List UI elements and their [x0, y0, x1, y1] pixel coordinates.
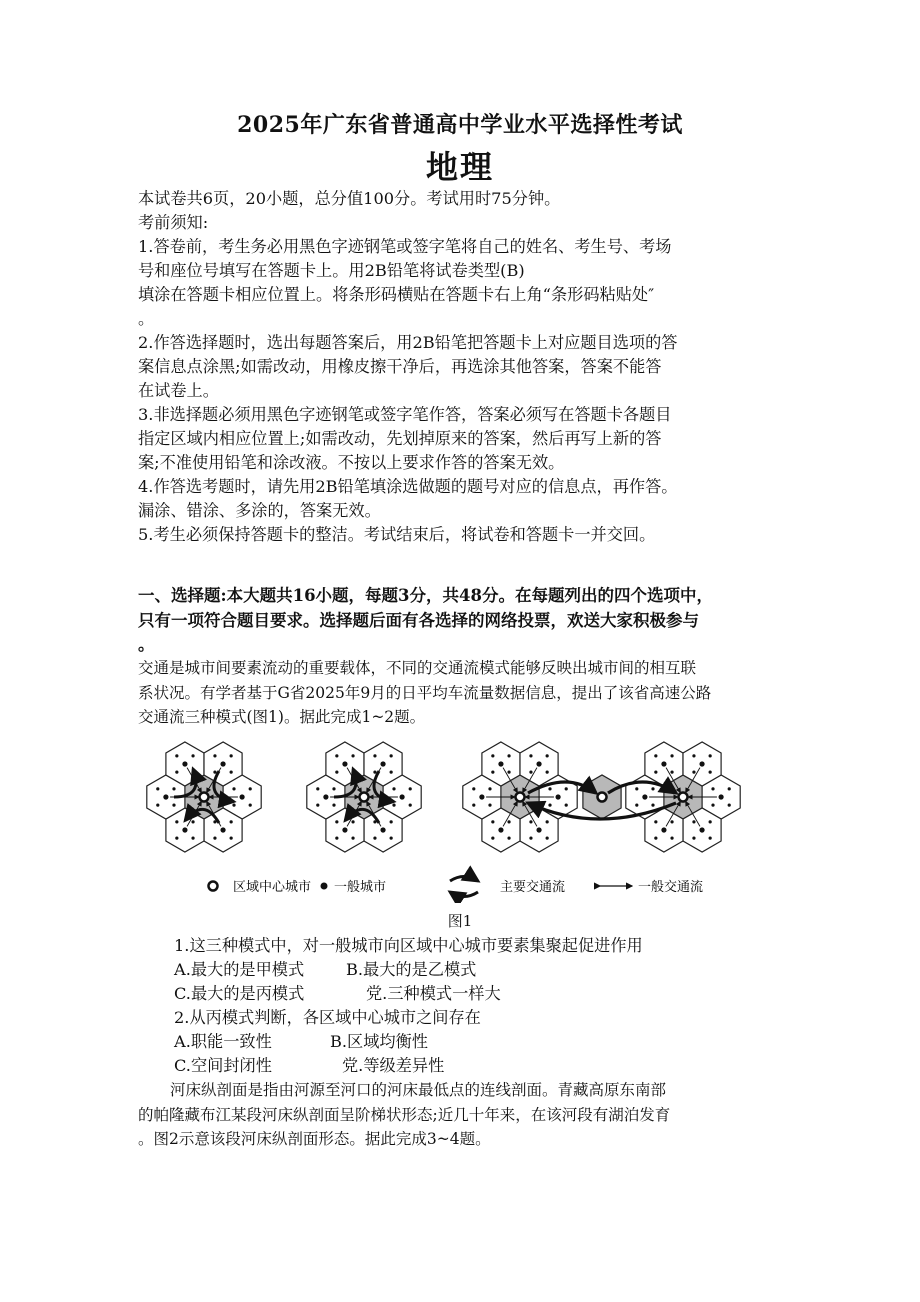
- general-city-dot: [351, 837, 354, 840]
- general-city-dot: [507, 837, 510, 840]
- legend-center-label: 区域中心城市: [233, 880, 312, 895]
- general-city-dot: [692, 754, 695, 757]
- option-row: [138, 982, 783, 1006]
- exam-title: 2025年广东省普通高中学业水平选择性考试: [237, 112, 683, 138]
- general-city-dot: [546, 820, 549, 823]
- general-city-dot: [529, 754, 532, 757]
- option-row: [138, 958, 783, 982]
- instruction-line: 在试卷上。: [138, 381, 219, 400]
- option-b: B.区域均衡性: [330, 1032, 428, 1051]
- general-city-dot: [230, 771, 233, 774]
- instruction-line: 案;不准使用铅笔和涂改液。不按以上要求作答的答案无效。: [138, 453, 565, 472]
- general-city-dot: [546, 771, 549, 774]
- option-d: 党.等级差异性: [342, 1056, 445, 1075]
- figure1-caption: 图1: [447, 912, 473, 930]
- option-c: C.最大的是丙模式: [174, 984, 305, 1003]
- general-city-dot: [163, 794, 168, 799]
- general-city-dot: [380, 761, 385, 766]
- general-city-dot: [699, 827, 704, 832]
- general-city-dot: [692, 820, 695, 823]
- center-city-dot: [679, 793, 688, 802]
- general-city-dot: [507, 771, 510, 774]
- general-city-dot: [232, 804, 235, 807]
- general-city-dot: [240, 794, 245, 799]
- general-city-dot: [699, 761, 704, 766]
- general-city-dot: [175, 771, 178, 774]
- general-city-dot: [565, 804, 568, 807]
- instruction-line: 号和座位号填写在答题卡上。用2B铅笔将试卷类型(B): [138, 261, 525, 280]
- general-city-dot: [172, 787, 175, 790]
- general-city-dot: [373, 771, 376, 774]
- general-city-symbol: [321, 883, 328, 890]
- general-city-dot: [670, 837, 673, 840]
- general-city-dot: [711, 787, 714, 790]
- instruction-line: 3.非选择题必须用黑色字迹钢笔或签字笔作答，答案必须写在答题卡各题目: [138, 405, 672, 424]
- general-city-dot: [191, 754, 194, 757]
- general-city-dot: [335, 754, 338, 757]
- heading-line: 只有一项符合题目要求。选择题后面有各选择的网络投票，欢送大家积极参与: [138, 610, 699, 630]
- passage-line: 。图2示意该段河床纵剖面形态。据此完成3~4题。: [138, 1130, 491, 1148]
- general-city-dot: [654, 771, 657, 774]
- general-city-dot: [390, 837, 393, 840]
- general-city-dot: [342, 761, 347, 766]
- instruction-line: 2.作答选择题时，选出每题答案后，用2B铅笔把答题卡上对应题目选项的答: [138, 333, 678, 352]
- general-city-dot: [175, 820, 178, 823]
- general-city-dot: [182, 761, 187, 766]
- option-a: A.职能一致性: [174, 1032, 272, 1051]
- general-city-dot: [546, 754, 549, 757]
- general-city-dot: [249, 804, 252, 807]
- general-city-dot: [654, 754, 657, 757]
- legend-general-label: 一般城市: [334, 880, 387, 895]
- general-city-dot: [213, 837, 216, 840]
- general-city-dot: [392, 804, 395, 807]
- legend-main-flow-label: 主要交通流: [500, 880, 566, 895]
- general-city-dot: [507, 820, 510, 823]
- general-city-dot: [373, 837, 376, 840]
- general-city-dot: [323, 794, 328, 799]
- option-d: 党.三种模式一样大: [366, 984, 501, 1003]
- general-city-dot: [709, 837, 712, 840]
- intro-line: 交通是城市间要素流动的重要载体，不同的交通流模式能够反映出城市间的相互联: [138, 659, 697, 677]
- figure1-legend: [209, 877, 704, 897]
- main-flow-symbol: [450, 877, 478, 882]
- general-city-dot: [479, 794, 484, 799]
- center-city-dot: [360, 793, 369, 802]
- general-city-dot: [491, 771, 494, 774]
- section1-heading: [138, 584, 783, 658]
- general-city-dot: [529, 837, 532, 840]
- general-city-dot: [728, 787, 731, 790]
- general-city-dot: [709, 754, 712, 757]
- general-city-dot: [230, 754, 233, 757]
- general-city-dot: [335, 820, 338, 823]
- general-city-dot: [651, 787, 654, 790]
- general-city-dot: [488, 804, 491, 807]
- instruction-line: 本试卷共6页，20小题，总分值100分。考试用时75分钟。: [138, 189, 561, 208]
- general-city-dot: [351, 754, 354, 757]
- general-city-dot: [172, 804, 175, 807]
- general-city-dot: [175, 754, 178, 757]
- instruction-line: 指定区域内相应位置上;如需改动，先划掉原来的答案，然后再写上新的答: [138, 429, 662, 448]
- instruction-line: 4.作答选考题时，请先用2B铅笔填涂选做题的题号对应的信息点，再作答。: [138, 477, 678, 496]
- general-city-dot: [390, 820, 393, 823]
- instruction-line: 1.答卷前，考生务必用黑色字迹钢笔或签字笔将自己的姓名、考生号、考场: [138, 237, 672, 256]
- general-city-dot: [335, 771, 338, 774]
- general-city-dot: [635, 787, 638, 790]
- general-city-dot: [472, 804, 475, 807]
- figure1-diagram: [138, 735, 783, 903]
- general-city-dot: [548, 787, 551, 790]
- center-city-dot: [516, 793, 525, 802]
- general-city-dot: [373, 754, 376, 757]
- general-city-dot: [316, 804, 319, 807]
- general-city-dot: [342, 827, 347, 832]
- center-city-symbol: [209, 882, 218, 891]
- general-city-dot: [191, 820, 194, 823]
- option-row: [138, 1030, 783, 1054]
- general-city-dot: [335, 837, 338, 840]
- general-city-dot: [661, 761, 666, 766]
- general-city-dot: [491, 754, 494, 757]
- general-city-dot: [230, 820, 233, 823]
- instructions: [138, 187, 783, 547]
- center-city-dot: [598, 793, 607, 802]
- option-c: C.空间封闭性: [174, 1056, 272, 1075]
- question-stem: 2.从丙模式判断，各区域中心城市之间存在: [174, 1008, 481, 1027]
- question-stem: 1.这三种模式中，对一般城市向区域中心城市要素集聚起促进作用: [174, 936, 643, 955]
- general-city-dot: [507, 754, 510, 757]
- hex-patterns: [147, 742, 740, 852]
- general-city-dot: [709, 771, 712, 774]
- main-flow-symbol: [450, 892, 478, 897]
- heading-line: 一、选择题:本大题共16小题，每题3分，共48分。在每题列出的四个选项中，: [138, 586, 713, 605]
- general-city-dot: [654, 837, 657, 840]
- instruction-line: 。: [138, 309, 155, 328]
- general-city-dot: [156, 787, 159, 790]
- general-city-dot: [491, 837, 494, 840]
- intro-line: 系状况。有学者基于G省2025年9月的日平均车流量数据信息，提出了该省高速公路: [138, 683, 712, 702]
- figure1: [138, 735, 783, 903]
- instruction-line: 漏涂、错涂、多涂的，答案无效。: [138, 501, 381, 520]
- passage-line: 河床纵剖面是指由河源至河口的河床最低点的连线剖面。青藏高原东南部: [170, 1081, 667, 1099]
- general-city-dot: [670, 754, 673, 757]
- general-city-dot: [332, 787, 335, 790]
- instruction-line: 5.考生必须保持答题卡的整洁。考试结束后，将试卷和答题卡一并交回。: [138, 525, 656, 544]
- general-city-dot: [316, 787, 319, 790]
- general-city-dot: [230, 837, 233, 840]
- general-city-dot: [719, 794, 724, 799]
- general-city-dot: [709, 820, 712, 823]
- subject-title: 地理: [425, 148, 494, 186]
- general-city-dot: [213, 754, 216, 757]
- general-city-dot: [392, 787, 395, 790]
- general-city-dot: [692, 837, 695, 840]
- general-city-dot: [498, 761, 503, 766]
- heading-line: 。: [138, 635, 155, 654]
- general-city-dot: [529, 771, 532, 774]
- general-city-dot: [661, 827, 666, 832]
- general-city-dot: [728, 804, 731, 807]
- general-city-dot: [536, 827, 541, 832]
- general-city-dot: [556, 794, 561, 799]
- general-city-dot: [651, 804, 654, 807]
- general-city-dot: [536, 761, 541, 766]
- general-city-dot: [546, 837, 549, 840]
- general-city-dot: [232, 787, 235, 790]
- section1-intro: [138, 656, 783, 730]
- option-b: B.最大的是乙模式: [346, 960, 477, 979]
- general-city-dot: [220, 827, 225, 832]
- instruction-line: 考前须知:: [138, 213, 209, 232]
- general-city-dot: [191, 837, 194, 840]
- general-city-dot: [220, 761, 225, 766]
- general-city-dot: [670, 820, 673, 823]
- general-city-dot: [213, 771, 216, 774]
- general-city-dot: [400, 794, 405, 799]
- center-city-dot: [200, 793, 209, 802]
- general-city-dot: [692, 771, 695, 774]
- questions: [138, 934, 783, 1078]
- passage2: [138, 1078, 783, 1152]
- legend-general-flow-label: 一般交通流: [638, 880, 704, 895]
- general-city-dot: [488, 787, 491, 790]
- general-city-dot: [642, 794, 647, 799]
- general-city-dot: [175, 837, 178, 840]
- option-row: [138, 1054, 783, 1078]
- general-city-dot: [380, 827, 385, 832]
- general-city-dot: [635, 804, 638, 807]
- general-city-dot: [409, 787, 412, 790]
- general-city-dot: [529, 820, 532, 823]
- general-city-dot: [156, 804, 159, 807]
- passage-line: 的帕隆藏布江某段河床纵剖面呈阶梯状形态;近几十年来，在该河段有湖泊发育: [138, 1105, 671, 1124]
- instruction-line: 案信息点涂黑;如需改动，用橡皮擦干净后，再选涂其他答案，答案不能答: [138, 357, 662, 376]
- general-city-dot: [654, 820, 657, 823]
- general-city-dot: [670, 771, 673, 774]
- general-city-dot: [390, 754, 393, 757]
- option-a: A.最大的是甲模式: [174, 960, 305, 979]
- general-city-dot: [249, 787, 252, 790]
- general-city-dot: [332, 804, 335, 807]
- general-city-dot: [472, 787, 475, 790]
- general-city-dot: [491, 820, 494, 823]
- general-city-dot: [498, 827, 503, 832]
- general-city-dot: [548, 804, 551, 807]
- instruction-line: 填涂在答题卡相应位置上。将条形码横贴在答题卡右上角“条形码粘贴处″: [138, 285, 655, 304]
- general-city-dot: [182, 827, 187, 832]
- general-city-dot: [390, 771, 393, 774]
- intro-line: 交通流三种模式(图1)。据此完成1~2题。: [138, 708, 426, 726]
- general-city-dot: [711, 804, 714, 807]
- general-city-dot: [409, 804, 412, 807]
- general-city-dot: [351, 820, 354, 823]
- general-city-dot: [565, 787, 568, 790]
